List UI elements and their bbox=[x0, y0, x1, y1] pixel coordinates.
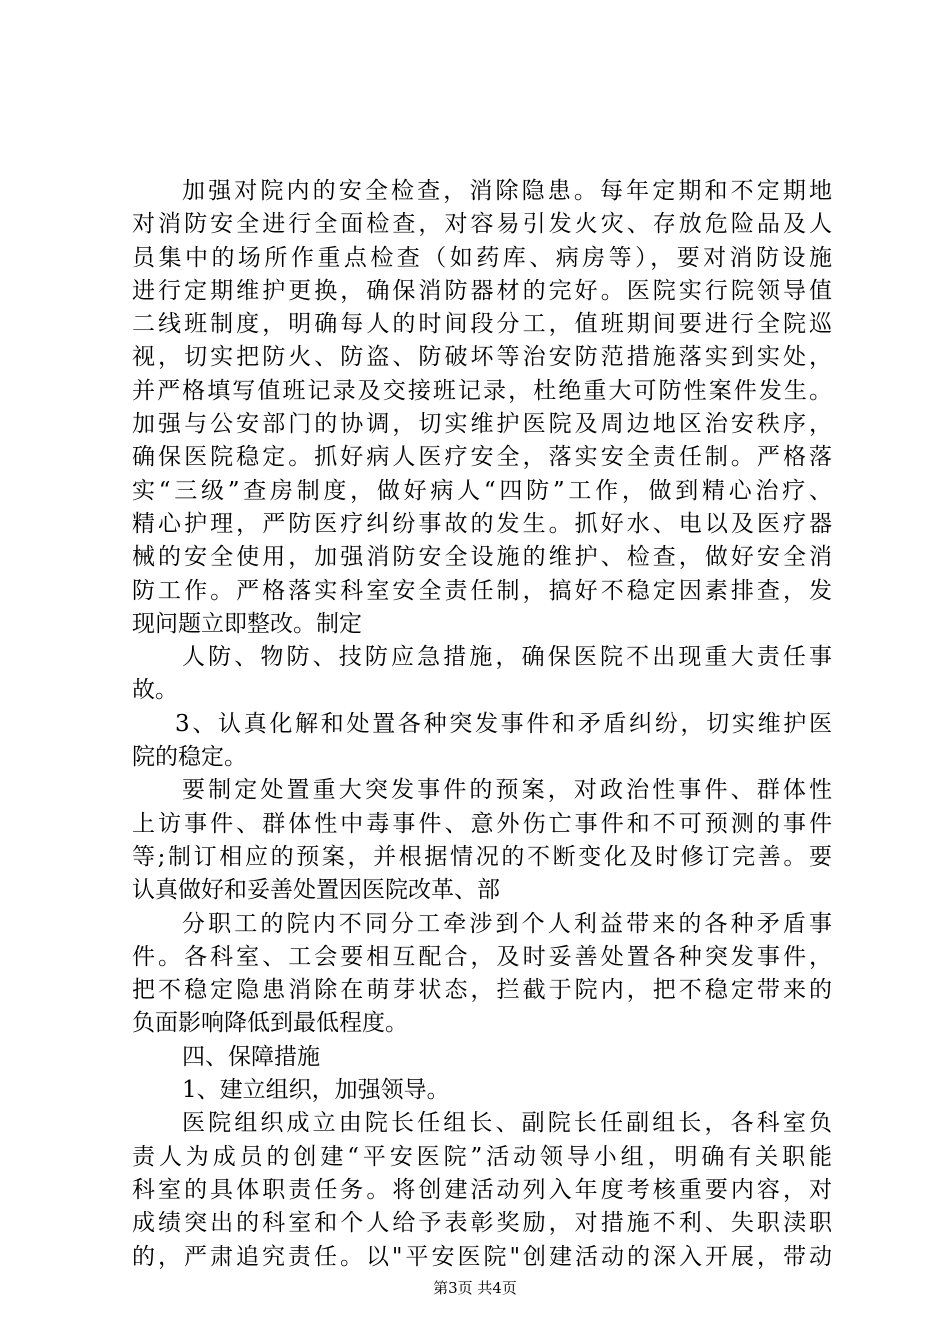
text-line: 并严格填写值班记录及交接班记录，杜绝重大可防性案件发生。 bbox=[132, 377, 832, 404]
text-line: 要制定处置重大突发事件的预案，对政治性事件、群体性 bbox=[182, 777, 832, 804]
text-line: 四、保障措施 bbox=[182, 1043, 320, 1070]
text-line: 分职工的院内不同分工牵涉到个人利益带来的各种矛盾事 bbox=[182, 910, 832, 937]
text-line: 医院组织成立由院长任组长、副院长任副组长，各科室负 bbox=[182, 1110, 832, 1137]
text-line: 确保医院稳定。抓好病人医疗安全，落实安全责任制。严格落 bbox=[132, 444, 832, 471]
text-line: 进行定期维护更换，确保消防器材的完好。医院实行院领导值 bbox=[132, 277, 832, 304]
text-line: 1、建立组织，加强领导。 bbox=[182, 1077, 450, 1104]
text-line: 实“三级”查房制度，做好病人“四防”工作，做到精心治疗、 bbox=[132, 477, 832, 504]
text-line: 院的稳定。 bbox=[132, 744, 247, 771]
text-line: 现问题立即整改。制定 bbox=[132, 610, 362, 637]
text-line: 3、认真化解和处置各种突发事件和矛盾纠纷，切实维护医 bbox=[175, 710, 832, 737]
text-line: 把不稳定隐患消除在萌芽状态，拦截于院内，把不稳定带来的 bbox=[132, 977, 832, 1004]
text-line: 故。 bbox=[132, 677, 178, 704]
text-line: 视，切实把防火、防盗、防破坏等治安防范措施落实到实处， bbox=[132, 344, 832, 371]
text-line: 二线班制度，明确每人的时间段分工，值班期间要进行全院巡 bbox=[132, 311, 832, 338]
text-line: 等;制订相应的预案，并根据情况的不断变化及时修订完善。要 bbox=[132, 843, 832, 870]
text-line: 精心护理，严防医疗纠纷事故的发生。抓好水、电以及医疗器 bbox=[132, 510, 832, 537]
text-line: 认真做好和妥善处置因医院改革、部 bbox=[132, 877, 500, 904]
text-line: 人防、物防、技防应急措施，确保医院不出现重大责任事 bbox=[182, 644, 832, 671]
text-line: 科室的具体职责任务。将创建活动列入年度考核重要内容，对 bbox=[132, 1176, 832, 1203]
text-line: 成绩突出的科室和个人给予表彰奖励，对措施不利、失职渎职 bbox=[132, 1210, 832, 1237]
page-footer: 第3页 共4页 bbox=[433, 1279, 517, 1297]
text-line: 械的安全使用，加强消防安全设施的维护、检查，做好安全消 bbox=[132, 544, 832, 571]
text-line: 责人为成员的创建“平安医院”活动领导小组，明确有关职能 bbox=[132, 1143, 832, 1170]
text-line: 对消防安全进行全面检查，对容易引发火灾、存放危险品及人 bbox=[132, 211, 832, 238]
text-line: 员集中的场所作重点检查（如药库、病房等），要对消防设施 bbox=[132, 244, 832, 271]
text-line: 加强对院内的安全检查，消除隐患。每年定期和不定期地 bbox=[182, 178, 832, 204]
text-line: 的，严肃追究责任。以"平安医院"创建活动的深入开展，带动 bbox=[132, 1243, 832, 1270]
text-line: 加强与公安部门的协调，切实维护医院及周边地区治安秩序， bbox=[132, 411, 832, 438]
text-line: 负面影响降低到最低程度。 bbox=[132, 1010, 408, 1037]
text-line: 上访事件、群体性中毒事件、意外伤亡事件和不可预测的事件 bbox=[132, 810, 832, 837]
document-body bbox=[132, 175, 832, 1274]
text-line: 件。各科室、工会要相互配合，及时妥善处置各种突发事件， bbox=[132, 943, 832, 970]
text-line: 防工作。严格落实科室安全责任制，搞好不稳定因素排查，发 bbox=[132, 577, 832, 604]
